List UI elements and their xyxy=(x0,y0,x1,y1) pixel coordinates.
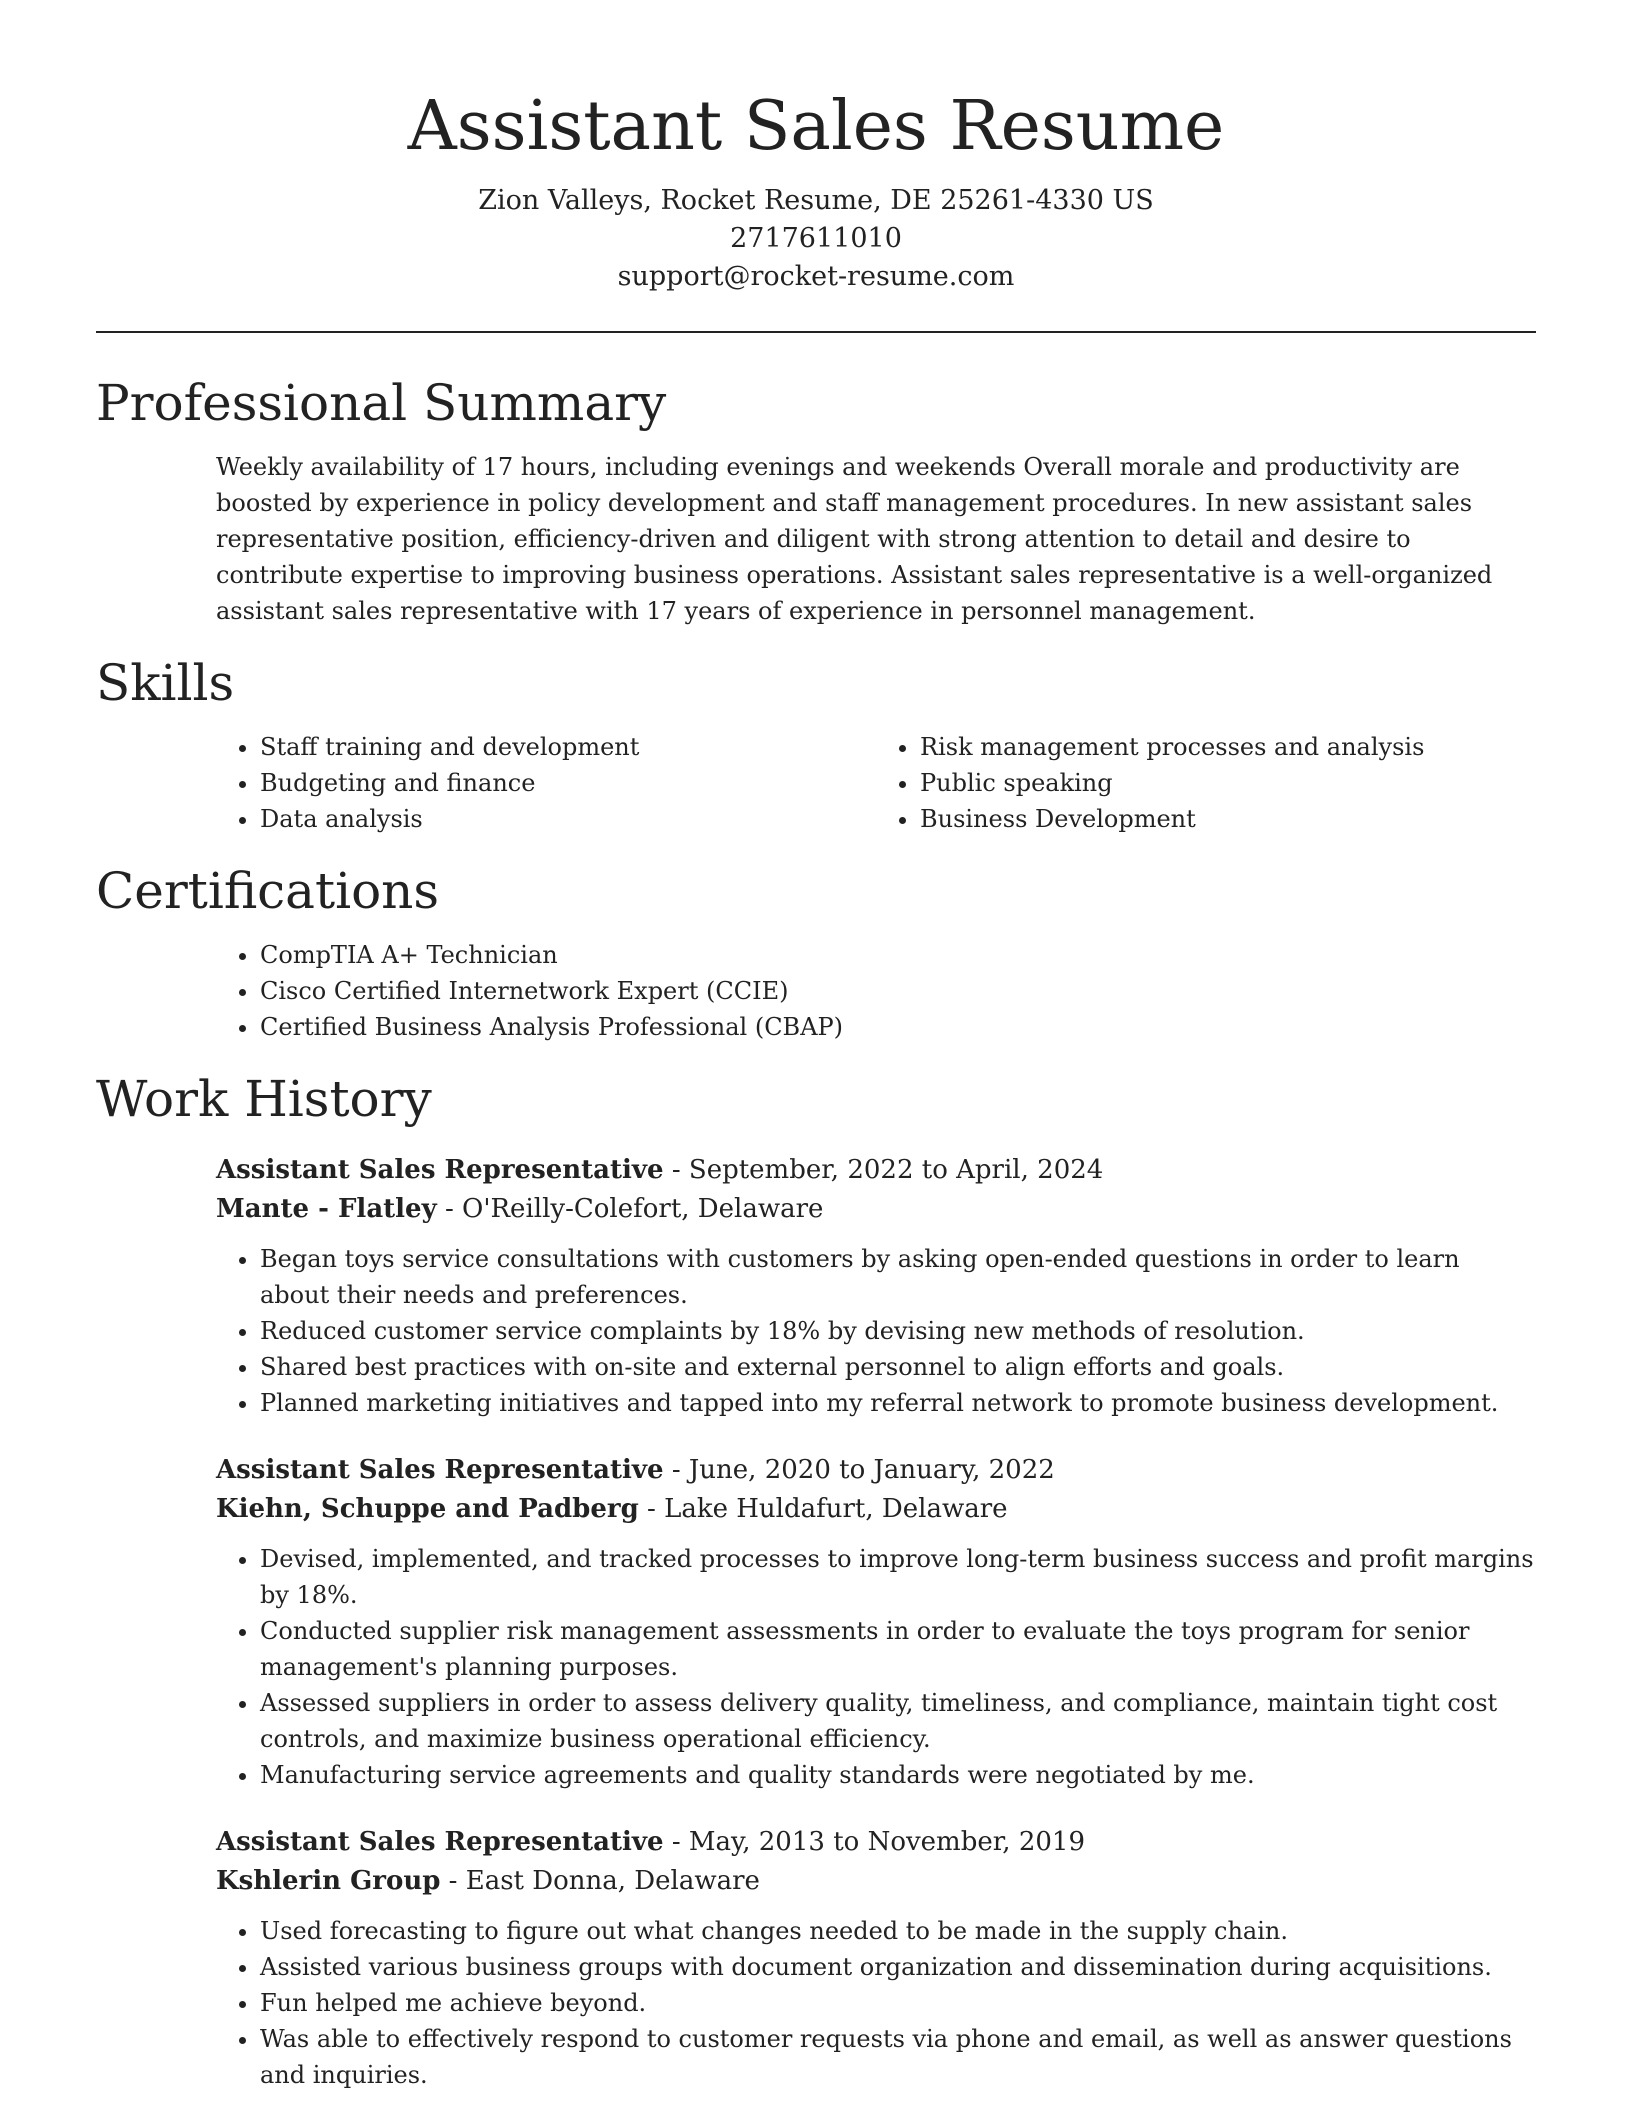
certification-item: • CompTIA A+ Technician xyxy=(260,937,1536,973)
job-entry xyxy=(216,1451,1536,1793)
skill-item: • Business Development xyxy=(920,801,1536,837)
job-company-line xyxy=(216,1190,1536,1229)
job-title: Assistant Sales Representative xyxy=(216,1827,664,1857)
resume-title: Assistant Sales Resume xyxy=(407,87,1225,166)
contact-address: Zion Valleys, Rocket Resume, DE 25261-4330 US xyxy=(478,185,1154,216)
job-company: Kshlerin Group xyxy=(216,1866,441,1896)
job-title: Assistant Sales Representative xyxy=(216,1455,664,1485)
job-bullets xyxy=(216,1541,1536,1793)
contact-phone: 2717611010 xyxy=(730,223,902,254)
job-bullet: • Used forecasting to figure out what changes needed to be made in the supply chain. xyxy=(260,1913,1536,1949)
job-bullet: • Reduced customer service complaints by 18% by devising new methods of resolution. xyxy=(260,1313,1536,1349)
job-title-line xyxy=(216,1823,1536,1862)
job-company-line xyxy=(216,1490,1536,1529)
certifications-section xyxy=(96,859,1536,1045)
certification-item: • Cisco Certified Internetwork Expert (CCIE) xyxy=(260,973,1536,1009)
job-entry xyxy=(216,1151,1536,1421)
job-title-line xyxy=(216,1451,1536,1490)
job-title-line xyxy=(216,1151,1536,1190)
skills-list-left xyxy=(216,729,876,837)
job-title: Assistant Sales Representative xyxy=(216,1155,664,1185)
job-bullet: • Devised, implemented, and tracked processes to improve long-term business success and profit margins by 18%. xyxy=(260,1541,1536,1613)
skill-item: • Public speaking xyxy=(920,765,1536,801)
job-location: - East Donna, Delaware xyxy=(440,1866,760,1896)
job-bullets xyxy=(216,1241,1536,1421)
certification-item: • Certified Business Analysis Professional (CBAP) xyxy=(260,1009,1536,1045)
job-bullet: • Assessed suppliers in order to assess delivery quality, timeliness, and compliance, maintain tight cost controls, and maximize business operational efficiency. xyxy=(260,1685,1536,1757)
skill-item: • Risk management processes and analysis xyxy=(920,729,1536,765)
job-bullets xyxy=(216,1913,1536,2093)
job-location: - O'Reilly-Colefort, Delaware xyxy=(436,1194,824,1224)
contact-email: support@rocket-resume.com xyxy=(617,261,1015,292)
skills-list-right xyxy=(876,729,1536,837)
job-company-line xyxy=(216,1862,1536,1901)
job-bullet: • Was able to effectively respond to customer requests via phone and email, as well as answer questions and inquiries. xyxy=(260,2021,1536,2093)
section-title-certifications: Certifications xyxy=(96,862,440,920)
job-dates: - June, 2020 to January, 2022 xyxy=(663,1455,1055,1485)
resume-header xyxy=(96,0,1536,296)
job-company: Mante - Flatley xyxy=(216,1194,437,1224)
section-title-summary: Professional Summary xyxy=(96,374,667,432)
job-bullet: • Fun helped me achieve beyond. xyxy=(260,1985,1536,2021)
job-dates: - September, 2022 to April, 2024 xyxy=(663,1155,1104,1185)
job-bullet: • Conducted supplier risk management assessments in order to evaluate the toys program for senior management's planning purposes. xyxy=(260,1613,1536,1685)
certifications-list xyxy=(216,937,1536,1045)
job-bullet: • Assisted various business groups with document organization and dissemination during acquisitions. xyxy=(260,1949,1536,1985)
header-divider xyxy=(96,331,1536,333)
skills-section xyxy=(96,651,1536,837)
section-title-skills: Skills xyxy=(96,654,235,712)
job-bullet: • Planned marketing initiatives and tapped into my referral network to promote business development. xyxy=(260,1385,1536,1421)
resume-page xyxy=(96,0,1536,2093)
job-location: - Lake Huldafurt, Delaware xyxy=(638,1494,1008,1524)
section-title-work-history: Work History xyxy=(96,1070,432,1128)
job-bullet: • Began toys service consultations with customers by asking open-ended questions in order to learn about their needs and preferences. xyxy=(260,1241,1536,1313)
skill-item: • Data analysis xyxy=(260,801,876,837)
job-bullet: • Shared best practices with on-site and external personnel to align efforts and goals. xyxy=(260,1349,1536,1385)
job-dates: - May, 2013 to November, 2019 xyxy=(663,1827,1085,1857)
summary-text: Weekly availability of 17 hours, including evenings and weekends Overall morale and productivity are boosted by experience in policy development and staff management procedures. In new assistant sales representative position, efficiency-driven and diligent with strong attention to detail and desire to contribute expertise to improving business operations. Assistant sales representative is a well-organized assistant sales representative with 17 years of experience in personnel management. xyxy=(216,453,1493,625)
job-entry xyxy=(216,1823,1536,2093)
skills-grid xyxy=(216,729,1536,837)
job-bullet: • Manufacturing service agreements and quality standards were negotiated by me. xyxy=(260,1757,1536,1793)
contact-block xyxy=(96,182,1536,296)
work-history-section xyxy=(96,1067,1536,2093)
professional-summary-section xyxy=(96,371,1536,629)
skill-item: • Staff training and development xyxy=(260,729,876,765)
job-company: Kiehn, Schuppe and Padberg xyxy=(216,1494,639,1524)
skill-item: • Budgeting and finance xyxy=(260,765,876,801)
